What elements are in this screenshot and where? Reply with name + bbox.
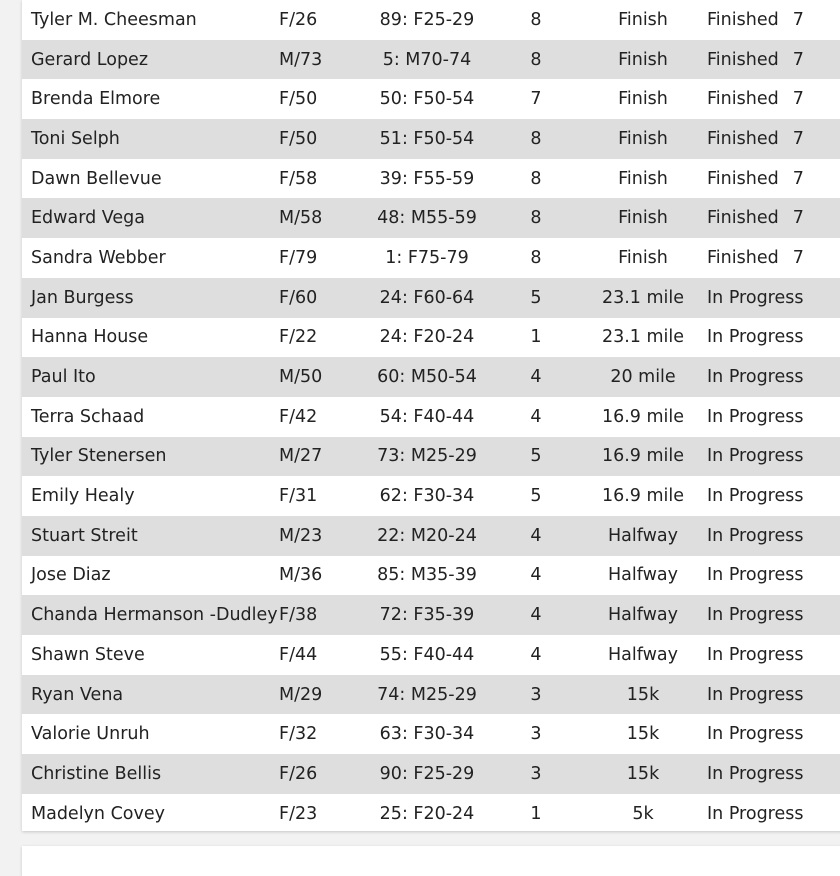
laps-cell: 8	[530, 128, 542, 149]
table-row[interactable]	[22, 397, 840, 437]
age-gender-cell: M/58	[279, 208, 323, 229]
status-cell	[701, 318, 840, 358]
progress-cell: Finish	[618, 247, 668, 268]
division-place-cell: 5: M70-74	[382, 49, 472, 70]
status-cell	[701, 516, 840, 556]
runner-name-cell: Tyler M. Cheesman	[31, 9, 197, 30]
laps-cell: 8	[530, 168, 542, 189]
division-place-cell: 25: F20-24	[379, 803, 475, 824]
laps-cell: 3	[530, 684, 542, 705]
status-cell	[701, 714, 840, 754]
truncated-value: 7	[792, 247, 804, 268]
age-gender-cell: F/23	[279, 803, 318, 824]
division-place-cell: 85: M35-39	[377, 565, 477, 586]
status-text: Finished	[707, 208, 779, 229]
status-text: In Progress	[707, 763, 804, 784]
progress-cell: 20 mile	[610, 367, 676, 388]
division-place-cell: 63: F30-34	[379, 724, 475, 745]
table-row[interactable]	[22, 0, 840, 40]
status-cell	[701, 675, 840, 715]
status-cell	[701, 40, 840, 80]
status-text: Finished	[707, 247, 779, 268]
runner-name-cell: Dawn Bellevue	[31, 168, 162, 189]
age-gender-cell: F/50	[279, 89, 318, 110]
progress-cell: 23.1 mile	[601, 327, 685, 348]
age-gender-cell: F/60	[279, 287, 318, 308]
progress-cell: 15k	[626, 763, 660, 784]
division-place-cell: 62: F30-34	[379, 486, 475, 507]
table-row[interactable]	[22, 635, 840, 675]
progress-cell: Finish	[618, 168, 668, 189]
runner-name-cell: Madelyn Covey	[31, 803, 165, 824]
table-row[interactable]	[22, 318, 840, 358]
division-place-cell: 48: M55-59	[377, 208, 477, 229]
table-row[interactable]	[22, 437, 840, 477]
status-cell	[701, 437, 840, 477]
runner-name-cell: Tyler Stenersen	[31, 446, 167, 467]
age-gender-cell: F/38	[279, 605, 318, 626]
status-cell	[701, 754, 840, 794]
division-place-cell: 50: F50-54	[379, 89, 475, 110]
age-gender-cell: F/32	[279, 724, 318, 745]
status-text: In Progress	[707, 406, 804, 427]
status-cell	[701, 198, 840, 238]
status-cell	[701, 397, 840, 437]
truncated-value: 7	[792, 168, 804, 189]
table-row[interactable]	[22, 278, 840, 318]
division-place-cell: 74: M25-29	[377, 684, 477, 705]
progress-cell: 16.9 mile	[601, 486, 685, 507]
status-text: In Progress	[707, 644, 804, 665]
table-row[interactable]	[22, 476, 840, 516]
runner-name-cell: Chanda Hermanson -Dudley	[31, 605, 278, 626]
progress-cell: 23.1 mile	[601, 287, 685, 308]
age-gender-cell: M/29	[279, 684, 323, 705]
age-gender-cell: F/31	[279, 486, 318, 507]
age-gender-cell: F/42	[279, 406, 318, 427]
laps-cell: 8	[530, 247, 542, 268]
laps-cell: 3	[530, 724, 542, 745]
laps-cell: 3	[530, 763, 542, 784]
progress-cell: Halfway	[608, 605, 678, 626]
runner-name-cell: Jose Diaz	[31, 565, 111, 586]
status-cell	[701, 0, 840, 40]
age-gender-cell: M/27	[279, 446, 323, 467]
table-row[interactable]	[22, 595, 840, 635]
table-row[interactable]	[22, 754, 840, 794]
table-row[interactable]	[22, 159, 840, 199]
age-gender-cell: M/50	[279, 367, 323, 388]
progress-cell: Finish	[618, 49, 668, 70]
status-text: In Progress	[707, 803, 804, 824]
laps-cell: 5	[530, 446, 542, 467]
status-cell	[701, 635, 840, 675]
status-text: In Progress	[707, 525, 804, 546]
runner-name-cell: Paul Ito	[31, 367, 96, 388]
division-place-cell: 54: F40-44	[379, 406, 475, 427]
age-gender-cell: F/79	[279, 247, 318, 268]
laps-cell: 8	[530, 49, 542, 70]
status-text: Finished	[707, 89, 779, 110]
results-table-card	[22, 0, 840, 831]
status-cell	[701, 119, 840, 159]
runner-name-cell: Sandra Webber	[31, 247, 166, 268]
division-place-cell: 90: F25-29	[379, 763, 475, 784]
status-cell	[701, 79, 840, 119]
progress-cell: 15k	[626, 724, 660, 745]
division-place-cell: 72: F35-39	[379, 605, 475, 626]
results-table	[22, 0, 840, 831]
runner-name-cell: Gerard Lopez	[31, 49, 149, 70]
runner-name-cell: Brenda Elmore	[31, 89, 161, 110]
runner-name-cell: Hanna House	[31, 327, 149, 348]
table-row[interactable]	[22, 556, 840, 596]
status-cell	[701, 476, 840, 516]
status-cell	[701, 159, 840, 199]
laps-cell: 8	[530, 208, 542, 229]
runner-name-cell: Stuart Streit	[31, 525, 138, 546]
runner-name-cell: Christine Bellis	[31, 763, 162, 784]
laps-cell: 4	[530, 565, 542, 586]
progress-cell: 5k	[632, 803, 654, 824]
table-row[interactable]	[22, 79, 840, 119]
status-text: In Progress	[707, 565, 804, 586]
status-text: Finished	[707, 168, 779, 189]
division-place-cell: 22: M20-24	[377, 525, 477, 546]
age-gender-cell: F/44	[279, 644, 318, 665]
status-text: In Progress	[707, 327, 804, 348]
laps-cell: 4	[530, 605, 542, 626]
results-table-body	[22, 0, 840, 831]
status-cell	[701, 238, 840, 278]
division-place-cell: 55: F40-44	[379, 644, 475, 665]
truncated-value: 7	[792, 9, 804, 30]
age-gender-cell: F/22	[279, 327, 318, 348]
status-text: Finished	[707, 49, 779, 70]
status-text: In Progress	[707, 684, 804, 705]
truncated-value: 7	[792, 89, 804, 110]
status-text: Finished	[707, 128, 779, 149]
progress-cell: 15k	[626, 684, 660, 705]
runner-name-cell: Toni Selph	[31, 128, 120, 149]
age-gender-cell: F/26	[279, 763, 318, 784]
division-place-cell: 51: F50-54	[379, 128, 475, 149]
laps-cell: 4	[530, 644, 542, 665]
division-place-cell: 39: F55-59	[379, 168, 475, 189]
age-gender-cell: F/50	[279, 128, 318, 149]
status-cell	[701, 794, 840, 831]
progress-cell: Halfway	[608, 565, 678, 586]
status-cell	[701, 278, 840, 318]
division-place-cell: 73: M25-29	[377, 446, 477, 467]
laps-cell: 1	[530, 803, 542, 824]
table-row[interactable]	[22, 40, 840, 80]
table-row[interactable]	[22, 675, 840, 715]
age-gender-cell: M/23	[279, 525, 323, 546]
table-row[interactable]	[22, 198, 840, 238]
laps-cell: 5	[530, 287, 542, 308]
division-place-cell: 1: F75-79	[385, 247, 469, 268]
status-cell	[701, 357, 840, 397]
progress-cell: Finish	[618, 128, 668, 149]
age-gender-cell: F/58	[279, 168, 318, 189]
runner-name-cell: Edward Vega	[31, 208, 145, 229]
truncated-value: 7	[792, 128, 804, 149]
status-text: In Progress	[707, 367, 804, 388]
runner-name-cell: Valorie Unruh	[31, 724, 150, 745]
progress-cell: 16.9 mile	[601, 446, 685, 467]
age-gender-cell: M/36	[279, 565, 323, 586]
status-text: In Progress	[707, 287, 804, 308]
division-place-cell: 89: F25-29	[379, 9, 475, 30]
division-place-cell: 24: F60-64	[379, 287, 475, 308]
truncated-value: 7	[792, 49, 804, 70]
status-cell	[701, 595, 840, 635]
progress-cell: Halfway	[608, 525, 678, 546]
age-gender-cell: F/26	[279, 9, 318, 30]
runner-name-cell: Ryan Vena	[31, 684, 124, 705]
division-place-cell: 24: F20-24	[379, 327, 475, 348]
table-row[interactable]	[22, 516, 840, 556]
table-row[interactable]	[22, 238, 840, 278]
runner-name-cell: Emily Healy	[31, 486, 135, 507]
runner-name-cell: Terra Schaad	[31, 406, 145, 427]
laps-cell: 5	[530, 486, 542, 507]
table-row[interactable]	[22, 119, 840, 159]
status-text: In Progress	[707, 446, 804, 467]
table-row[interactable]	[22, 794, 840, 831]
division-place-cell: 60: M50-54	[377, 367, 477, 388]
status-text: Finished	[707, 9, 779, 30]
progress-cell: Finish	[618, 89, 668, 110]
progress-cell: Finish	[618, 208, 668, 229]
runner-name-cell: Shawn Steve	[31, 644, 145, 665]
progress-cell: Finish	[618, 9, 668, 30]
progress-cell: Halfway	[608, 644, 678, 665]
truncated-value: 7	[792, 208, 804, 229]
laps-cell: 8	[530, 9, 542, 30]
table-row[interactable]	[22, 357, 840, 397]
progress-cell: 16.9 mile	[601, 406, 685, 427]
laps-cell: 4	[530, 525, 542, 546]
laps-cell: 7	[530, 89, 542, 110]
table-row[interactable]	[22, 714, 840, 754]
status-text: In Progress	[707, 486, 804, 507]
laps-cell: 4	[530, 406, 542, 427]
age-gender-cell: M/73	[279, 49, 323, 70]
bottom-panel	[22, 846, 840, 876]
status-text: In Progress	[707, 605, 804, 626]
runner-name-cell: Jan Burgess	[31, 287, 134, 308]
status-text: In Progress	[707, 724, 804, 745]
status-cell	[701, 556, 840, 596]
laps-cell: 4	[530, 367, 542, 388]
laps-cell: 1	[530, 327, 542, 348]
